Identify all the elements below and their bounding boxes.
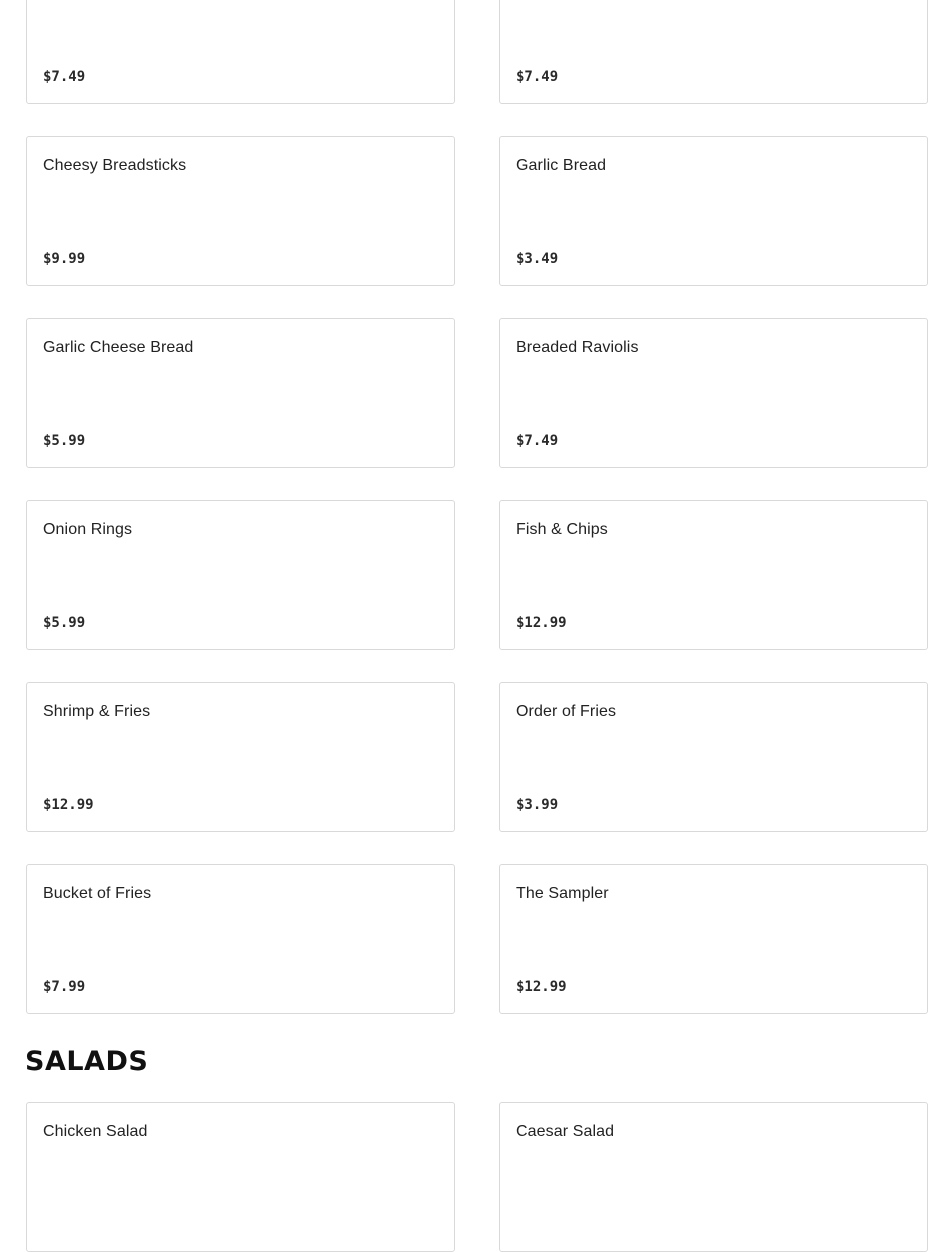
menu-item-card[interactable] [499,136,928,286]
menu-item-card[interactable] [26,682,455,832]
menu-item-price: $5.99 [43,615,86,631]
menu-item-price: $12.99 [516,615,567,631]
menu-item-name: Fish & Chips [516,521,608,538]
menu-item-card[interactable] [26,318,455,468]
menu-item-name: Onion Rings [43,521,133,538]
menu-item-price: $7.99 [43,979,86,995]
menu-item-card[interactable] [499,0,928,104]
menu-item-card[interactable] [499,500,928,650]
section-title-salads: SALADS [25,1046,149,1077]
menu-item-card[interactable] [499,682,928,832]
menu-item-card[interactable] [499,1102,928,1252]
menu-item-card[interactable] [26,500,455,650]
menu-item-card[interactable] [499,318,928,468]
menu-item-name: Bucket of Fries [43,885,152,902]
menu-item-card[interactable] [26,1102,455,1252]
menu-item-price: $5.99 [43,433,86,449]
menu-item-name: Caesar Salad [516,1123,615,1140]
menu-item-name: The Sampler [516,885,609,902]
menu-item-name: Order of Fries [516,703,617,720]
salads-grid [26,1102,928,1252]
menu-item-name: Shrimp & Fries [43,703,151,720]
menu-item-card[interactable] [26,0,455,104]
menu-item-name: Breaded Raviolis [516,339,639,356]
menu-item-name: Cheesy Breadsticks [43,157,187,174]
menu-item-name: Garlic Bread [516,157,607,174]
menu-item-price: $7.49 [43,69,86,85]
menu-item-price: $9.99 [43,251,86,267]
menu-item-card[interactable] [26,864,455,1014]
menu-item-price: $3.49 [516,251,559,267]
menu-item-card[interactable] [499,864,928,1014]
menu-item-name: Garlic Cheese Bread [43,339,194,356]
menu-item-card[interactable] [26,136,455,286]
menu-item-price: $3.99 [516,797,559,813]
menu-item-name: Chicken Salad [43,1123,148,1140]
menu-item-price: $12.99 [43,797,94,813]
menu-item-price: $12.99 [516,979,567,995]
appetizers-grid [26,0,928,1014]
menu-item-price: $7.49 [516,69,559,85]
menu-item-price: $7.49 [516,433,559,449]
